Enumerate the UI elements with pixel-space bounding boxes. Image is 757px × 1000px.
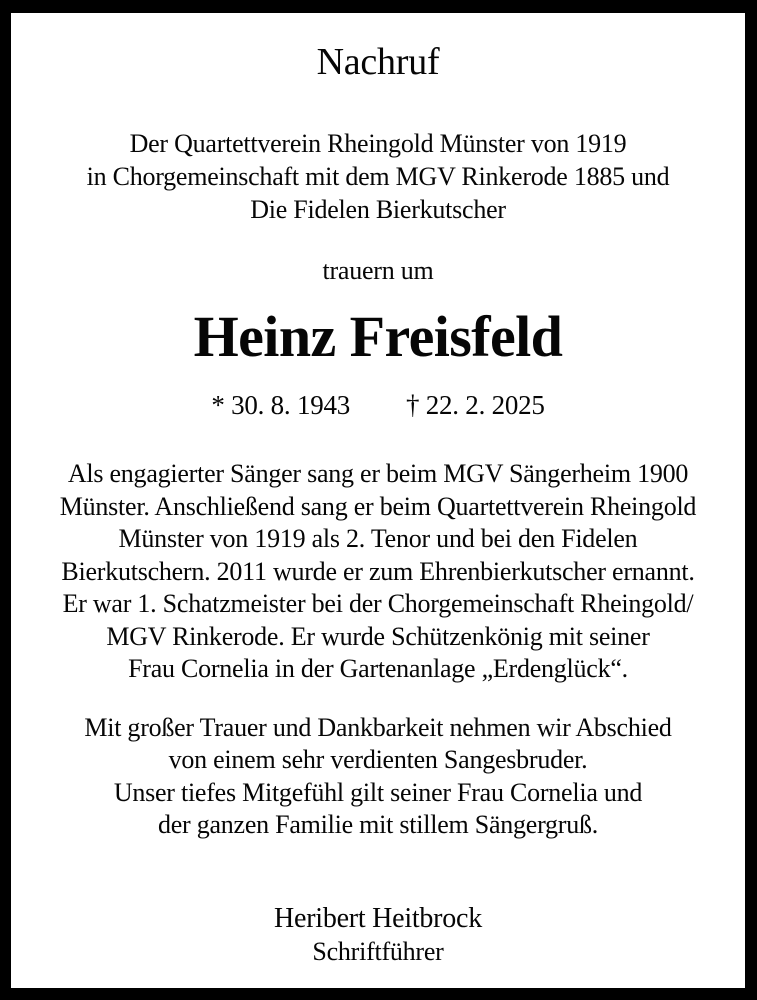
text-line: Der Quartettverein Rheingold Münster von 1919 <box>129 128 627 158</box>
text-line: Münster. Anschließend sang er beim Quartettverein Rheingold <box>59 491 697 521</box>
text-line: Mit großer Trauer und Dankbarkeit nehmen wir Abschied <box>84 712 672 742</box>
text-line: Münster von 1919 als 2. Tenor und bei den Fidelen <box>118 524 638 554</box>
obituary-text <box>60 458 696 686</box>
farewell-text <box>84 712 671 842</box>
text-line: Er war 1. Schatzmeister bei der Chorgemeinschaft Rheingold/ <box>62 589 694 619</box>
text-line: Bierkutschern. 2011 wurde er zum Ehrenbierkutscher ernannt. <box>61 556 695 586</box>
signature-role: Schriftführer <box>312 936 444 966</box>
text-line: Die Fidelen Bierkutscher <box>250 194 506 224</box>
text-line: in Chorgemeinschaft mit dem MGV Rinkerode 1885 und <box>86 161 670 191</box>
text-line: der ganzen Familie mit stillem Sängergruß. <box>157 810 598 840</box>
mourning-organizations <box>87 127 670 226</box>
signature-block <box>274 902 482 968</box>
mourn-phrase: trauern um <box>322 255 434 285</box>
text-line: MGV Rinkerode. Er wurde Schützenkönig mit seiner <box>106 621 650 651</box>
notice-title: Nachruf <box>316 41 440 83</box>
death-date: † 22. 2. 2025 <box>406 390 545 421</box>
obituary-notice <box>11 13 745 988</box>
signature-name: Heribert Heitbrock <box>274 902 482 934</box>
text-line: von einem sehr verdienten Sangesbruder. <box>168 745 588 775</box>
birth-date: * 30. 8. 1943 <box>211 390 350 421</box>
text-line: Unser tiefes Mitgefühl gilt seiner Frau Cornelia und <box>113 777 643 807</box>
life-dates <box>211 389 544 422</box>
text-line: Als engagierter Sänger sang er beim MGV Sängerheim 1900 <box>67 459 689 489</box>
text-line: Frau Cornelia in der Gartenanlage „Erdenglück“. <box>128 654 628 684</box>
deceased-name: Heinz Freisfeld <box>193 303 563 369</box>
